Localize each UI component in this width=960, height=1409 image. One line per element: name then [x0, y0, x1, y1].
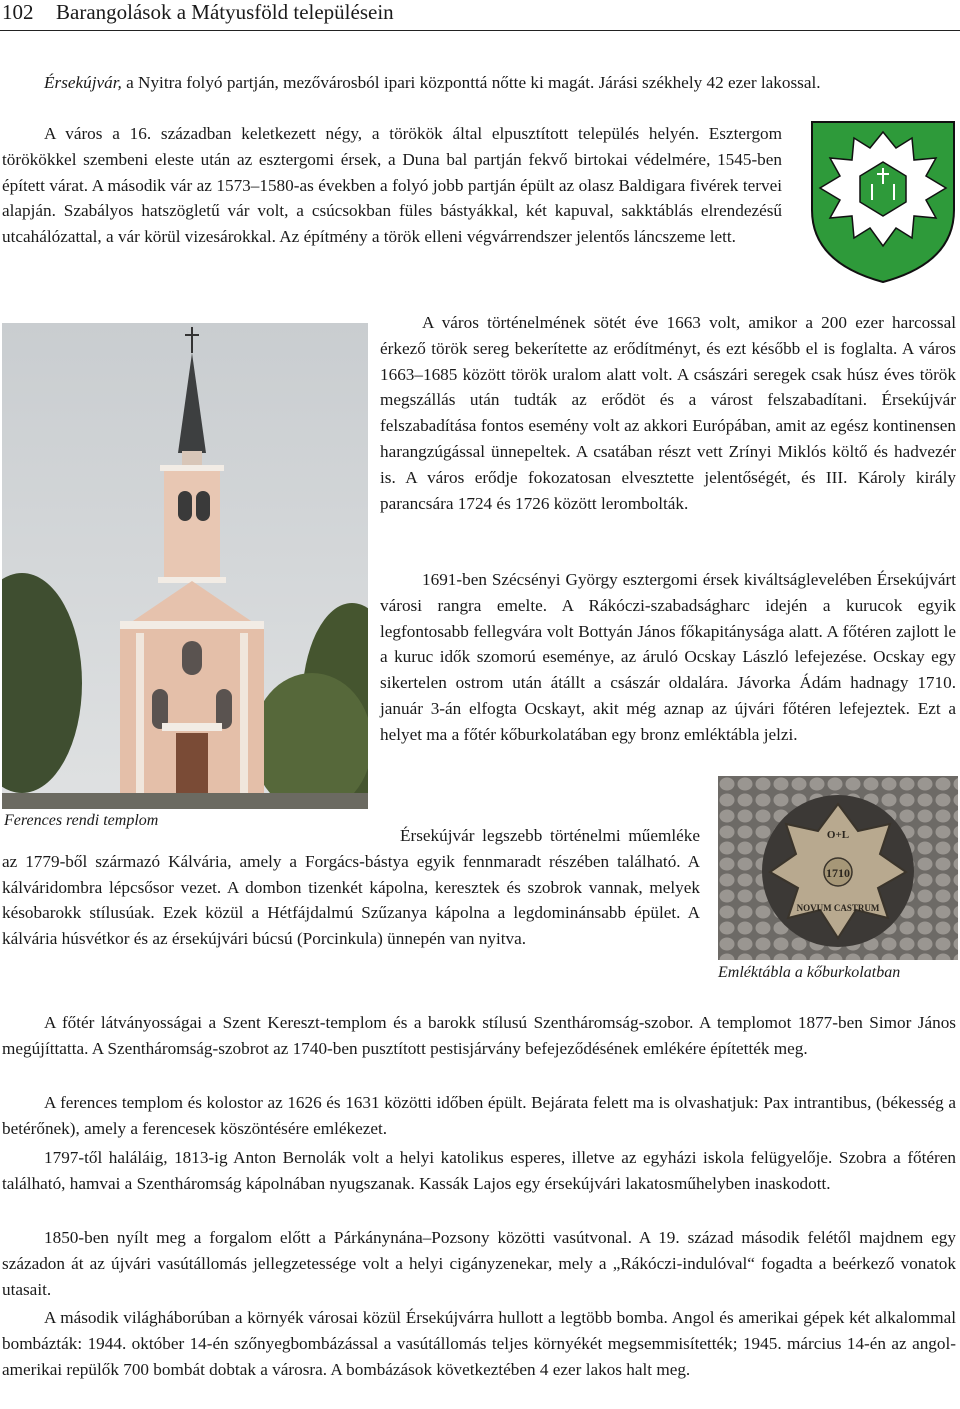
intro-paragraph	[2, 70, 954, 96]
calvary-text: Érsekújvár legszebb történelmi műemléke az 1779-ből származó Kálvária, amely a Forgács-bástya egyik fennmaradt részében található. A kálváridombra lépcsősor vezet. A dombon tizenkét kápolna, keresztek és szobrok vannak, melyek késobarokk stílusúak. Ezek közül a Hétfájdalmú Szűzanya kápolna a legdominánsabb épület. A kálvária húsvétkor és az érsekújvári búcsú (Porcinkula) ünnepén van nyitva.	[2, 826, 700, 949]
railway-text: 1850-ben nyílt meg a forgalom előtt a Párkánynána–Pozsony közötti vasútvonal. A 19. század második felétől majdnem egy századon át az újvári vasútállomás jellegzetessége volt a helyi cigányzenekar, mely a „Rákóczi-indulóval“ fogadta a beérkező vonatok utasait.	[2, 1228, 956, 1299]
history-text: A város a 16. században keletkezett négy, a törökök által elpusztított település helyén. Esztergom törökökkel szembeni eleste után az esztergomi érsek, a Duna bal partján fekvő birtokai védelmére, 1545-ben épített várat. A második vár az 1573–1580-as években a folyó jobb partján épült az olasz Baldigara fivérek tervei alapján. Szabályos hatszögletű vár volt, a csúcsokban füles bástyákkal, két kapuval, sakktáblás elrendezésű utcahálózattal, a vár körül vizesárokkal. Az építmény a török elleni végvárrendszer jelentős láncszeme lett.	[2, 124, 782, 247]
privilege-text: 1691-ben Szécsényi György esztergomi érsek kiváltságlevelében Érsekújvárt városi rangra emelte. A Rákóczi-szabadságharc idején a kurucok egyik legfontosabb fellegvára volt Bottyán János főkapitánysága alatt. A főtéren zajlott le a kuruc idők szomorú eseménye, az áruló Ocskay László lefejezése. Ocskay egy sikertelen ostrom után átállt a császár oldalára. Jávorka Ádám hadnagy 1710. január 3-án elfogta Ocskayt, akit még aznap az újvári főtéren lefejeztek. Ezt a helyet ma a főtér kőburkolatában egy bronz emléktábla jelzi.	[380, 570, 956, 744]
plaque-year: 1710	[826, 866, 850, 880]
church-photo	[2, 323, 368, 809]
franciscan-text: A ferences templom és kolostor az 1626 és 1631 közötti időben épült. Bejárata felett ma is olvashatjuk: Pax intrantibus, (békesség a betérőnek), amely a ferencesek köszöntésére emlékezet.	[2, 1093, 956, 1138]
ww2-paragraph	[2, 1305, 956, 1382]
main-square-paragraph	[2, 1010, 956, 1062]
franciscan-paragraph	[2, 1090, 956, 1142]
coat-of-arms-image	[808, 118, 958, 284]
plaque-caption: Emléktábla a kőburkolatban	[718, 964, 901, 981]
running-title: Barangolások a Mátyusföld településein	[56, 0, 394, 24]
memorial-plaque-photo	[718, 776, 958, 960]
header-rule	[0, 30, 960, 31]
church-caption: Ferences rendi templom	[4, 812, 159, 829]
svg-text:O+L: O+L	[826, 829, 850, 841]
history-paragraph	[2, 121, 782, 250]
ww2-text: A második világháborúban a környék városai közül Érsekújvárra hullott a legtöbb bomba. Angol és amerikai gépek két alkalommal bombázták: 1944. október 14-én szőnyegbombázással a vasútállomás teljes környékét megsemmisítették; 1945. március 14-én az angol-amerikai repülők 700 bombát dobtak a városra. A bombázások következtében 4 ezer lakos halt meg.	[2, 1308, 956, 1379]
main-square-text: A főtér látványosságai a Szent Kereszt-templom és a barokk stílusú Szentháromság-szobor. A templomot 1877-ben Simor János megújíttatta. A Szentháromság-szobrot az 1740-ben pusztított pestisjárvány befejeződésének emlékére építették meg.	[2, 1013, 956, 1058]
page-header	[0, 0, 960, 26]
dark-year-paragraph	[380, 310, 956, 516]
bernolak-paragraph	[2, 1145, 956, 1197]
calvary-paragraph	[2, 823, 700, 952]
bernolak-text: 1797-től haláláig, 1813-ig Anton Bernolák volt a helyi katolikus esperes, illetve az egyházi iskola felügyelője. Szobra a főtéren található, hamvai a Szentháromság kápolnában nyugszanak. Kassák Lajos egy érsekújvári lakatosműhelyben inaskodott.	[2, 1148, 956, 1193]
railway-paragraph	[2, 1225, 956, 1302]
intro-text: a Nyitra folyó partján, mezővárosból ipari központtá nőtte ki magát. Járási székhely 42 ezer lakossal.	[121, 73, 821, 92]
svg-text:NOVUM CASTRUM: NOVUM CASTRUM	[796, 903, 880, 913]
page-number: 102	[2, 0, 34, 24]
dark-year-text: A város történelmének sötét éve 1663 volt, amikor a 200 ezer harcossal érkező török sereg bekerítette az erődítményt, és ezt később el is foglalta. A város 1663–1685 között török uralom alatt volt. A császári seregek csak húsz éves török megszállás után tudták az erődöt és a várost felszabadítani. Érsekújvár felszabadítása fontos esemény volt az akkori Európában, amit az egész kontinensen harangzúgással ünnepeltek. A csatában részt vett Zrínyi Miklós költő és hadvezér is. A város erődje fokozatosan elvesztette jelentőségét, és III. Károly király parancsára 1724 és 1726 között lerombolták.	[380, 313, 956, 513]
town-name: Érsekújvár,	[44, 73, 122, 92]
privilege-paragraph	[380, 567, 956, 748]
